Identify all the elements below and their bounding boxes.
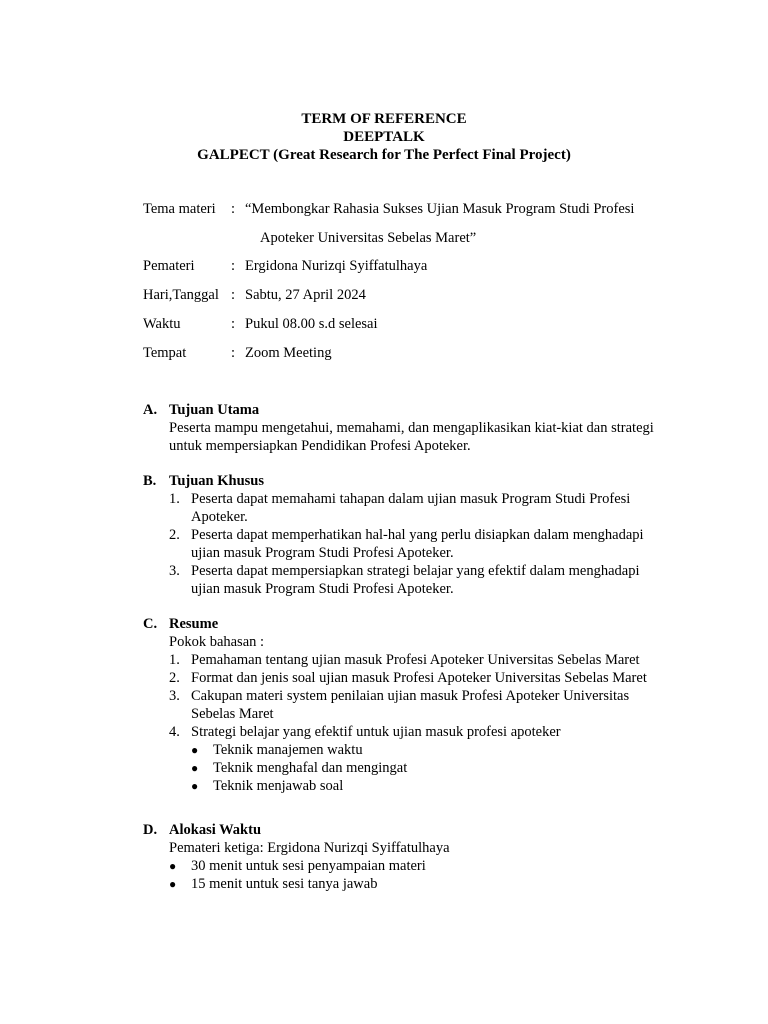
section-b-heading [143,472,663,490]
list-text: Peserta dapat memahami tahapan dalam ujian masuk Program Studi Profesi Apoteker. [191,491,631,525]
pemateri-label: Pemateri [143,258,195,274]
list-text: Cakupan materi system penilaian ujian masuk Profesi Apoteker Universitas Sebelas Maret [191,688,630,722]
bullet-item [191,777,663,795]
list-item [169,723,663,741]
bullet-text: Teknik manajemen waktu [213,742,363,758]
info-row-hari [143,286,703,315]
section-d-heading [143,821,663,839]
section-b-body [143,490,663,598]
section-c-list [169,651,663,741]
bullet-item [191,759,663,777]
section-d [143,821,663,893]
bullet-text: 30 menit untuk sesi penyampaian materi [191,858,426,874]
section-b-letter: B. [143,473,157,489]
section-b [143,472,663,598]
section-b-list [169,490,663,598]
tema-value-line-2: Apoteker Universitas Sebelas Maret” [260,230,477,246]
section-a-body: Peserta mampu mengetahui, memahami, dan mengaplikasikan kiat-kiat dan strategi untuk mempersiapkan Pendidikan Profesi Apoteker. [169,420,654,454]
hari-label: Hari,Tanggal [143,287,219,303]
waktu-label: Waktu [143,316,181,332]
tema-value-line-1: “Membongkar Rahasia Sukses Ujian Masuk Program Studi Profesi [245,201,635,217]
bullet-item [191,741,663,759]
tempat-value: Zoom Meeting [245,345,332,361]
waktu-value: Pukul 08.00 s.d selesai [245,316,378,332]
bullet-icon: ● [191,779,199,793]
list-text: Format dan jenis soal ujian masuk Profesi Apoteker Universitas Sebelas Maret [191,670,647,686]
info-row-waktu [143,315,703,344]
section-c-title: Resume [169,616,219,632]
list-number: 4. [169,724,180,740]
section-c-heading [143,615,663,633]
tema-label: Tema materi [143,201,216,217]
section-d-letter: D. [143,822,158,838]
section-a [143,401,663,455]
bullet-icon: ● [191,743,199,757]
list-number: 2. [169,527,180,543]
section-d-bullets [169,857,663,893]
document-title [0,110,768,164]
list-item [169,669,663,687]
list-text: Peserta dapat mempersiapkan strategi belajar yang efektif dalam menghadapi ujian masuk Program Studi Profesi Apoteker. [191,563,640,597]
info-row-tempat [143,344,703,373]
list-text: Strategi belajar yang efektif untuk ujian masuk profesi apoteker [191,724,561,740]
title-line-3: GALPECT (Great Research for The Perfect Final Project) [197,147,571,163]
tema-colon: : [231,201,236,217]
info-table [143,200,703,373]
section-c-bullets [169,741,663,795]
list-text: Peserta dapat memperhatikan hal-hal yang perlu disiapkan dalam menghadapi ujian masuk Program Studi Profesi Apoteker. [191,527,644,561]
section-a-title: Tujuan Utama [169,402,260,418]
bullet-item [169,875,663,893]
section-d-intro: Pemateri ketiga: Ergidona Nurizqi Syiffatulhaya [169,840,450,856]
list-number: 2. [169,670,180,686]
bullet-icon: ● [191,761,199,775]
bullet-icon: ● [169,859,177,873]
section-a-heading [143,401,663,419]
info-row-tema [143,200,703,257]
hari-colon: : [231,287,236,303]
bullet-text: Teknik menjawab soal [213,778,344,794]
section-c-intro: Pokok bahasan : [169,634,265,650]
hari-value: Sabtu, 27 April 2024 [245,287,366,303]
list-number: 1. [169,491,180,507]
section-b-title: Tujuan Khusus [169,473,264,489]
tema-value [245,200,703,247]
info-row-pemateri [143,257,703,286]
section-c-body [143,633,663,795]
section-c-letter: C. [143,616,158,632]
tempat-colon: : [231,345,236,361]
list-item [169,526,663,562]
list-item [169,687,663,723]
tempat-label: Tempat [143,345,187,361]
pemateri-colon: : [231,258,236,274]
bullet-item [169,857,663,875]
list-number: 1. [169,652,180,668]
bullet-text: Teknik menghafal dan mengingat [213,760,408,776]
list-item [169,562,663,598]
section-d-title: Alokasi Waktu [169,822,262,838]
bullet-text: 15 menit untuk sesi tanya jawab [191,876,378,892]
waktu-colon: : [231,316,236,332]
title-line-2: DEEPTALK [343,129,425,145]
list-item [169,490,663,526]
pemateri-value: Ergidona Nurizqi Syiffatulhaya [245,258,428,274]
bullet-icon: ● [169,877,177,891]
list-item [169,651,663,669]
section-d-body [143,839,663,893]
title-line-1: TERM OF REFERENCE [301,111,467,127]
list-number: 3. [169,563,180,579]
list-number: 3. [169,688,180,704]
section-c [143,615,663,795]
list-text: Pemahaman tentang ujian masuk Profesi Apoteker Universitas Sebelas Maret [191,652,640,668]
section-a-letter: A. [143,402,158,418]
